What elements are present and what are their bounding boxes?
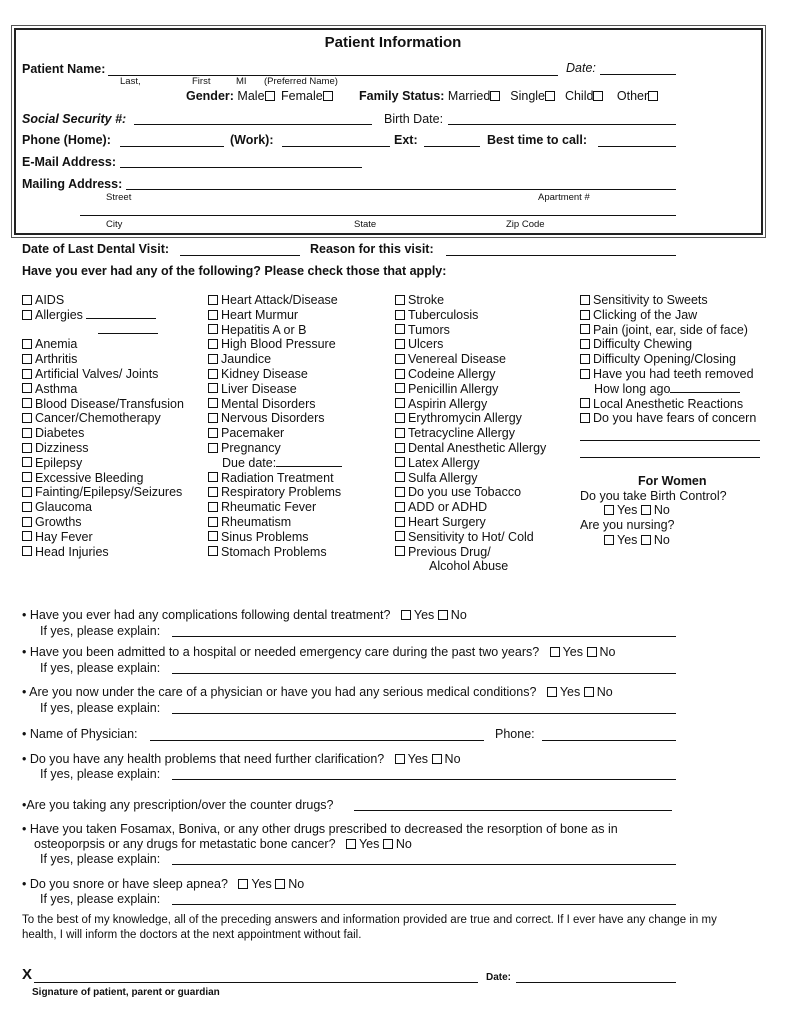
phone-home-field[interactable] bbox=[120, 146, 224, 147]
checkbox[interactable] bbox=[208, 354, 218, 364]
due-date-item[interactable]: Due date: bbox=[208, 456, 342, 471]
condition-item[interactable]: Hay Fever bbox=[22, 530, 184, 545]
question-complications: • Have you ever had any complications following dental treatment? Yes No bbox=[22, 608, 467, 622]
condition-item[interactable]: Excessive Bleeding bbox=[22, 471, 184, 486]
condition-item-cont: Alcohol Abuse bbox=[429, 559, 509, 574]
checkbox[interactable] bbox=[208, 310, 218, 320]
checkbox[interactable] bbox=[395, 487, 405, 497]
checkbox[interactable] bbox=[208, 383, 218, 393]
reason-label: Reason for this visit: bbox=[310, 242, 434, 256]
work-phone-field[interactable] bbox=[282, 146, 390, 147]
checkbox[interactable] bbox=[395, 354, 405, 364]
birth-date-field[interactable] bbox=[448, 124, 676, 125]
last-sublabel: Last, bbox=[120, 76, 141, 87]
checkbox[interactable] bbox=[208, 413, 218, 423]
condition-item[interactable]: Tuberculosis bbox=[395, 308, 546, 323]
condition-item[interactable]: Codeine Allergy bbox=[395, 367, 546, 382]
condition-item[interactable]: Tetracycline Allergy bbox=[395, 426, 546, 441]
signature-field[interactable] bbox=[34, 982, 478, 983]
condition-item[interactable]: Pacemaker bbox=[208, 426, 342, 441]
street-field[interactable] bbox=[126, 189, 676, 190]
physician-name-field[interactable] bbox=[150, 740, 484, 741]
apartment-sublabel: Apartment # bbox=[538, 192, 590, 203]
other-label: Other bbox=[616, 89, 649, 103]
condition-item[interactable]: Sulfa Allergy bbox=[395, 471, 546, 486]
q3-explain-label: If yes, please explain: bbox=[40, 701, 161, 715]
best-time-field[interactable] bbox=[598, 146, 676, 147]
birth-date-label: Birth Date: bbox=[384, 112, 444, 126]
checkbox[interactable] bbox=[395, 457, 405, 467]
checkbox[interactable] bbox=[580, 310, 590, 320]
checkbox[interactable] bbox=[208, 531, 218, 541]
married-label: Married bbox=[447, 89, 491, 103]
work-label: (Work): bbox=[230, 133, 274, 147]
checkbox[interactable] bbox=[22, 428, 32, 438]
condition-item[interactable]: Sensitivity to Hot/ Cold bbox=[395, 530, 546, 545]
family-status-label: Family Status: bbox=[359, 89, 445, 103]
physician-phone-label: Phone: bbox=[495, 727, 535, 741]
condition-item[interactable]: Allergies bbox=[22, 308, 184, 323]
conditions-col2 bbox=[208, 293, 342, 559]
checkbox[interactable] bbox=[22, 472, 32, 482]
condition-item[interactable]: Asthma bbox=[22, 382, 184, 397]
condition-item[interactable]: Radiation Treatment bbox=[208, 471, 342, 486]
condition-item[interactable]: Sensitivity to Sweets bbox=[580, 293, 756, 308]
female-checkbox[interactable] bbox=[323, 91, 333, 101]
nursing-label: Are you nursing? bbox=[580, 518, 675, 532]
statement-line-1: To the best of my knowledge, all of the preceding answers and information provided are true and correct. If I ever have any change in my bbox=[22, 914, 717, 926]
condition-item[interactable]: High Blood Pressure bbox=[208, 337, 342, 352]
allergies-extra-line[interactable] bbox=[22, 323, 184, 338]
checkbox[interactable] bbox=[208, 502, 218, 512]
birth-control-options: Yes No bbox=[604, 503, 670, 517]
condition-item[interactable]: Local Anesthetic Reactions bbox=[580, 397, 756, 412]
q6-explain-field[interactable] bbox=[172, 864, 676, 865]
phone-home-label: Phone (Home): bbox=[22, 133, 111, 147]
q2-explain-field[interactable] bbox=[172, 673, 676, 674]
condition-item[interactable]: Venereal Disease bbox=[395, 352, 546, 367]
condition-item[interactable]: Do you have fears of concern bbox=[580, 411, 756, 426]
condition-item[interactable]: Diabetes bbox=[22, 426, 184, 441]
how-long-ago-field[interactable] bbox=[670, 392, 740, 393]
gender-label: Gender: bbox=[186, 89, 234, 103]
checkbox[interactable] bbox=[580, 413, 590, 423]
checkbox[interactable] bbox=[22, 310, 32, 320]
mailing-label: Mailing Address: bbox=[22, 177, 123, 191]
condition-item[interactable]: Fainting/Epilepsy/Seizures bbox=[22, 485, 184, 500]
question-fosamax: • Have you taken Fosamax, Boniva, or any other drugs prescribed to decreased the resorption of bone as in bbox=[22, 822, 618, 836]
male-label: Male bbox=[237, 89, 265, 103]
checkbox[interactable] bbox=[22, 546, 32, 556]
condition-item[interactable]: Pregnancy bbox=[208, 441, 342, 456]
checkbox[interactable] bbox=[395, 310, 405, 320]
child-checkbox[interactable] bbox=[593, 91, 603, 101]
concern-line-2[interactable] bbox=[580, 457, 760, 458]
condition-item[interactable]: Arthritis bbox=[22, 352, 184, 367]
child-label: Child bbox=[564, 89, 594, 103]
single-label: Single bbox=[510, 89, 545, 103]
physician-phone-field[interactable] bbox=[542, 740, 676, 741]
condition-item[interactable]: Clicking of the Jaw bbox=[580, 308, 756, 323]
reason-field[interactable] bbox=[446, 255, 676, 256]
condition-item[interactable]: Stomach Problems bbox=[208, 545, 342, 560]
q6-yes-checkbox[interactable] bbox=[346, 839, 356, 849]
q7-no-checkbox[interactable] bbox=[275, 879, 285, 889]
checkbox[interactable] bbox=[208, 295, 218, 305]
for-women-title: For Women bbox=[638, 474, 707, 488]
birth-control-label: Do you take Birth Control? bbox=[580, 489, 727, 503]
checkbox[interactable] bbox=[395, 324, 405, 334]
condition-item[interactable]: Hepatitis A or B bbox=[208, 323, 342, 338]
condition-item[interactable]: Tumors bbox=[395, 323, 546, 338]
checkbox[interactable] bbox=[208, 339, 218, 349]
condition-item[interactable]: Heart Surgery bbox=[395, 515, 546, 530]
condition-item[interactable]: Blood Disease/Transfusion bbox=[22, 397, 184, 412]
birth-control-yes-checkbox[interactable] bbox=[604, 505, 614, 515]
checkbox[interactable] bbox=[580, 295, 590, 305]
checkbox[interactable] bbox=[395, 517, 405, 527]
checkbox[interactable] bbox=[22, 295, 32, 305]
checkbox[interactable] bbox=[395, 339, 405, 349]
checkbox[interactable] bbox=[395, 383, 405, 393]
q4-yes-checkbox[interactable] bbox=[395, 754, 405, 764]
q3-no-checkbox[interactable] bbox=[584, 687, 594, 697]
other-checkbox[interactable] bbox=[648, 91, 658, 101]
q2-no-checkbox[interactable] bbox=[587, 647, 597, 657]
checkbox[interactable] bbox=[580, 398, 590, 408]
family-status-row bbox=[359, 89, 661, 103]
condition-item[interactable]: Erythromycin Allergy bbox=[395, 411, 546, 426]
drugs-field[interactable] bbox=[354, 810, 672, 811]
zip-sublabel: Zip Code bbox=[506, 219, 545, 230]
condition-item[interactable]: Previous Drug/ bbox=[395, 545, 546, 560]
condition-item[interactable]: Cancer/Chemotherapy bbox=[22, 411, 184, 426]
checkbox[interactable] bbox=[22, 413, 32, 423]
condition-item[interactable]: Epilepsy bbox=[22, 456, 184, 471]
conditions-prompt: Have you ever had any of the following? Please check those that apply: bbox=[22, 264, 447, 278]
condition-item[interactable]: Sinus Problems bbox=[208, 530, 342, 545]
condition-item[interactable]: Dizziness bbox=[22, 441, 184, 456]
condition-item[interactable]: Heart Murmur bbox=[208, 308, 342, 323]
condition-item[interactable]: Aspirin Allergy bbox=[395, 397, 546, 412]
condition-item[interactable]: Have you had teeth removed bbox=[580, 367, 756, 382]
ssn-field[interactable] bbox=[134, 124, 372, 125]
how-long-ago-item[interactable]: How long ago bbox=[580, 382, 756, 397]
condition-item[interactable]: Stroke bbox=[395, 293, 546, 308]
checkbox[interactable] bbox=[22, 398, 32, 408]
signature-x: X bbox=[22, 966, 33, 983]
city-sublabel: City bbox=[106, 219, 123, 230]
checkbox[interactable] bbox=[22, 517, 32, 527]
condition-item[interactable]: Growths bbox=[22, 515, 184, 530]
best-time-label: Best time to call: bbox=[487, 133, 588, 147]
condition-item[interactable]: Difficulty Opening/Closing bbox=[580, 352, 756, 367]
checkbox[interactable] bbox=[208, 517, 218, 527]
male-checkbox[interactable] bbox=[265, 91, 275, 101]
state-sublabel: State bbox=[354, 219, 377, 230]
checkbox[interactable] bbox=[580, 369, 590, 379]
q1-yes-checkbox[interactable] bbox=[401, 610, 411, 620]
conditions-col3 bbox=[395, 293, 546, 574]
checkbox[interactable] bbox=[22, 487, 32, 497]
condition-item[interactable]: Rheumatism bbox=[208, 515, 342, 530]
checkbox[interactable] bbox=[395, 502, 405, 512]
q6-no-checkbox[interactable] bbox=[383, 839, 393, 849]
patient-name-label: Patient Name: bbox=[22, 62, 106, 76]
condition-item[interactable]: Mental Disorders bbox=[208, 397, 342, 412]
checkbox[interactable] bbox=[395, 413, 405, 423]
q4-no-checkbox[interactable] bbox=[432, 754, 442, 764]
form-title: Patient Information bbox=[324, 34, 462, 51]
checkbox[interactable] bbox=[395, 472, 405, 482]
checkbox[interactable] bbox=[395, 443, 405, 453]
q7-yes-checkbox[interactable] bbox=[238, 879, 248, 889]
condition-item[interactable]: Glaucoma bbox=[22, 500, 184, 515]
q4-explain-label: If yes, please explain: bbox=[40, 767, 161, 781]
preferred-sublabel: (Preferred Name) bbox=[264, 76, 338, 87]
question-hospital: • Have you been admitted to a hospital or needed emergency care during the past two years? Yes No bbox=[22, 645, 616, 659]
checkbox[interactable] bbox=[208, 443, 218, 453]
condition-item[interactable]: AIDS bbox=[22, 293, 184, 308]
q4-explain-field[interactable] bbox=[172, 779, 676, 780]
ext-label: Ext: bbox=[394, 133, 418, 147]
condition-item[interactable]: Rheumatic Fever bbox=[208, 500, 342, 515]
condition-item[interactable]: Head Injuries bbox=[22, 545, 184, 560]
condition-item[interactable]: Latex Allergy bbox=[395, 456, 546, 471]
ext-field[interactable] bbox=[424, 146, 480, 147]
gender-row bbox=[186, 89, 336, 103]
condition-item[interactable]: Respiratory Problems bbox=[208, 485, 342, 500]
question-health-problems: • Do you have any health problems that need further clarification? Yes No bbox=[22, 752, 461, 766]
checkbox[interactable] bbox=[395, 295, 405, 305]
due-date-field[interactable] bbox=[276, 466, 342, 467]
q2-explain-label: If yes, please explain: bbox=[40, 661, 161, 675]
q7-explain-field[interactable] bbox=[172, 904, 676, 905]
condition-item[interactable]: Heart Attack/Disease bbox=[208, 293, 342, 308]
checkbox[interactable] bbox=[395, 546, 405, 556]
q1-explain-field[interactable] bbox=[172, 636, 676, 637]
physician-name-label: • Name of Physician: bbox=[22, 727, 138, 741]
email-field[interactable] bbox=[120, 167, 362, 168]
birth-control-no-checkbox[interactable] bbox=[641, 505, 651, 515]
last-visit-field[interactable] bbox=[180, 255, 300, 256]
checkbox[interactable] bbox=[580, 354, 590, 364]
patient-info-box bbox=[14, 28, 763, 235]
checkbox[interactable] bbox=[22, 339, 32, 349]
ssn-label: Social Security #: bbox=[22, 112, 127, 126]
nursing-yes-checkbox[interactable] bbox=[604, 535, 614, 545]
q1-no-checkbox[interactable] bbox=[438, 610, 448, 620]
checkbox[interactable] bbox=[208, 369, 218, 379]
checkbox[interactable] bbox=[208, 546, 218, 556]
condition-item[interactable]: Kidney Disease bbox=[208, 367, 342, 382]
checkbox[interactable] bbox=[22, 383, 32, 393]
condition-item[interactable]: Dental Anesthetic Allergy bbox=[395, 441, 546, 456]
signature-date-field[interactable] bbox=[516, 982, 676, 983]
question-drugs: •Are you taking any prescription/over the counter drugs? bbox=[22, 798, 334, 812]
checkbox[interactable] bbox=[395, 398, 405, 408]
q7-explain-label: If yes, please explain: bbox=[40, 892, 161, 906]
checkbox[interactable] bbox=[208, 472, 218, 482]
checkbox[interactable] bbox=[395, 531, 405, 541]
nursing-no-checkbox[interactable] bbox=[641, 535, 651, 545]
checkbox[interactable] bbox=[22, 457, 32, 467]
checkbox[interactable] bbox=[208, 487, 218, 497]
condition-item[interactable]: Jaundice bbox=[208, 352, 342, 367]
question-physician-care: • Are you now under the care of a physician or have you had any serious medical conditions? Yes No bbox=[22, 685, 613, 699]
condition-item[interactable]: Pain (joint, ear, side of face) bbox=[580, 323, 756, 338]
checkbox[interactable] bbox=[22, 443, 32, 453]
q3-yes-checkbox[interactable] bbox=[547, 687, 557, 697]
checkbox[interactable] bbox=[22, 531, 32, 541]
condition-item[interactable]: Artificial Valves/ Joints bbox=[22, 367, 184, 382]
statement-line-2: health, I will inform the doctors at the next appointment without fail. bbox=[22, 929, 362, 941]
conditions-col1 bbox=[22, 293, 184, 559]
condition-item[interactable]: Liver Disease bbox=[208, 382, 342, 397]
concern-line-1[interactable] bbox=[580, 440, 760, 441]
date-field[interactable] bbox=[600, 74, 676, 75]
nursing-options: Yes No bbox=[604, 533, 670, 547]
signature-caption: Signature of patient, parent or guardian bbox=[32, 987, 220, 998]
q3-explain-field[interactable] bbox=[172, 713, 676, 714]
checkbox[interactable] bbox=[208, 398, 218, 408]
married-checkbox[interactable] bbox=[490, 91, 500, 101]
q2-yes-checkbox[interactable] bbox=[550, 647, 560, 657]
checkbox[interactable] bbox=[395, 369, 405, 379]
condition-item[interactable]: Difficulty Chewing bbox=[580, 337, 756, 352]
checkbox[interactable] bbox=[22, 369, 32, 379]
condition-item[interactable]: Anemia bbox=[22, 337, 184, 352]
female-label: Female bbox=[281, 89, 323, 103]
single-checkbox[interactable] bbox=[545, 91, 555, 101]
email-label: E-Mail Address: bbox=[22, 155, 117, 169]
condition-item[interactable]: Penicillin Allergy bbox=[395, 382, 546, 397]
last-visit-label: Date of Last Dental Visit: bbox=[22, 242, 170, 256]
city-state-zip-field[interactable] bbox=[80, 215, 676, 216]
conditions-col4 bbox=[580, 293, 756, 426]
street-sublabel: Street bbox=[106, 192, 132, 203]
checkbox[interactable] bbox=[580, 339, 590, 349]
question-fosamax-cont: osteoporpsis or any drugs for metastatic bone cancer? Yes No bbox=[34, 837, 412, 851]
date-label: Date: bbox=[566, 61, 596, 75]
condition-item[interactable]: ADD or ADHD bbox=[395, 500, 546, 515]
condition-item[interactable]: Do you use Tobacco bbox=[395, 485, 546, 500]
mi-sublabel: MI bbox=[236, 76, 247, 87]
condition-item[interactable]: Nervous Disorders bbox=[208, 411, 342, 426]
first-sublabel: First bbox=[192, 76, 211, 87]
checkbox[interactable] bbox=[208, 324, 218, 334]
signature-date-label: Date: bbox=[486, 972, 512, 983]
checkbox[interactable] bbox=[580, 324, 590, 334]
checkbox[interactable] bbox=[22, 354, 32, 364]
question-snore: • Do you snore or have sleep apnea? Yes No bbox=[22, 877, 305, 891]
checkbox[interactable] bbox=[395, 428, 405, 438]
checkbox[interactable] bbox=[22, 502, 32, 512]
q1-explain-label: If yes, please explain: bbox=[40, 624, 161, 638]
condition-item[interactable]: Ulcers bbox=[395, 337, 546, 352]
q6-explain-label: If yes, please explain: bbox=[40, 852, 161, 866]
checkbox[interactable] bbox=[208, 428, 218, 438]
